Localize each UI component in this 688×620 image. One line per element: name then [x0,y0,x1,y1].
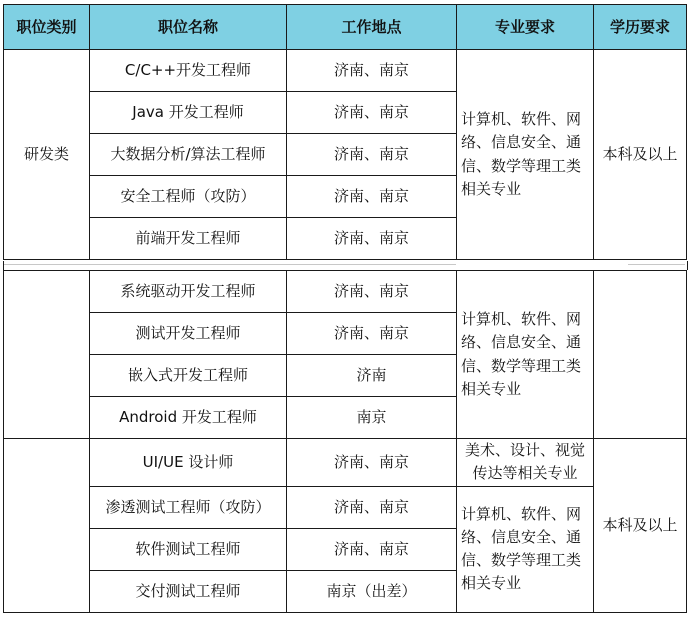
location-cell: 南京（出差） [287,570,457,612]
position-cell: 系统驱动开发工程师 [90,271,287,313]
table-header-row [4,5,687,50]
position-cell: C/C++开发工程师 [90,50,287,92]
header-education: 学历要求 [594,5,687,50]
position-cell: Android 开发工程师 [90,397,287,439]
table-break [3,261,688,270]
location-cell: 济南、南京 [287,50,457,92]
table-row [4,486,687,528]
table-row [4,271,687,313]
major-cell: 计算机、软件、网络、信息安全、通信、数学等理工类相关专业 [457,486,594,612]
major-cell-design: 美术、设计、视觉传达等相关专业 [457,439,594,487]
header-position: 职位名称 [90,5,287,50]
category-cell: 研发类 [4,50,90,260]
location-cell: 济南、南京 [287,218,457,260]
header-major: 专业要求 [457,5,594,50]
position-cell: 渗透测试工程师（攻防） [90,486,287,528]
position-cell: 交付测试工程师 [90,570,287,612]
location-cell: 济南、南京 [287,439,457,487]
position-cell: 安全工程师（攻防） [90,176,287,218]
education-cell-empty [594,271,687,439]
table-row [4,439,687,487]
major-cell: 计算机、软件、网络、信息安全、通信、数学等理工类相关专业 [457,271,594,439]
position-cell: 前端开发工程师 [90,218,287,260]
position-cell: 软件测试工程师 [90,528,287,570]
location-cell: 济南、南京 [287,528,457,570]
position-cell: 大数据分析/算法工程师 [90,134,287,176]
position-cell: Java 开发工程师 [90,92,287,134]
category-cell-empty [4,439,90,613]
location-cell: 济南 [287,355,457,397]
position-cell: 测试开发工程师 [90,313,287,355]
location-cell: 济南、南京 [287,271,457,313]
table-row [4,50,687,92]
location-cell: 济南、南京 [287,92,457,134]
job-table-top [3,4,687,260]
location-cell: 济南、南京 [287,313,457,355]
position-cell: UI/UE 设计师 [90,439,287,487]
break-divider [628,264,685,265]
location-cell: 济南、南京 [287,134,457,176]
category-cell-empty [4,271,90,439]
location-cell: 南京 [287,397,457,439]
education-cell: 本科及以上 [594,439,687,613]
position-cell: 嵌入式开发工程师 [90,355,287,397]
job-table-bottom [3,270,687,613]
header-location: 工作地点 [287,5,457,50]
header-category: 职位类别 [4,5,90,50]
break-divider [4,264,456,265]
major-cell: 计算机、软件、网络、信息安全、通信、数学等理工类相关专业 [457,50,594,260]
location-cell: 济南、南京 [287,176,457,218]
education-cell: 本科及以上 [594,50,687,260]
location-cell: 济南、南京 [287,486,457,528]
